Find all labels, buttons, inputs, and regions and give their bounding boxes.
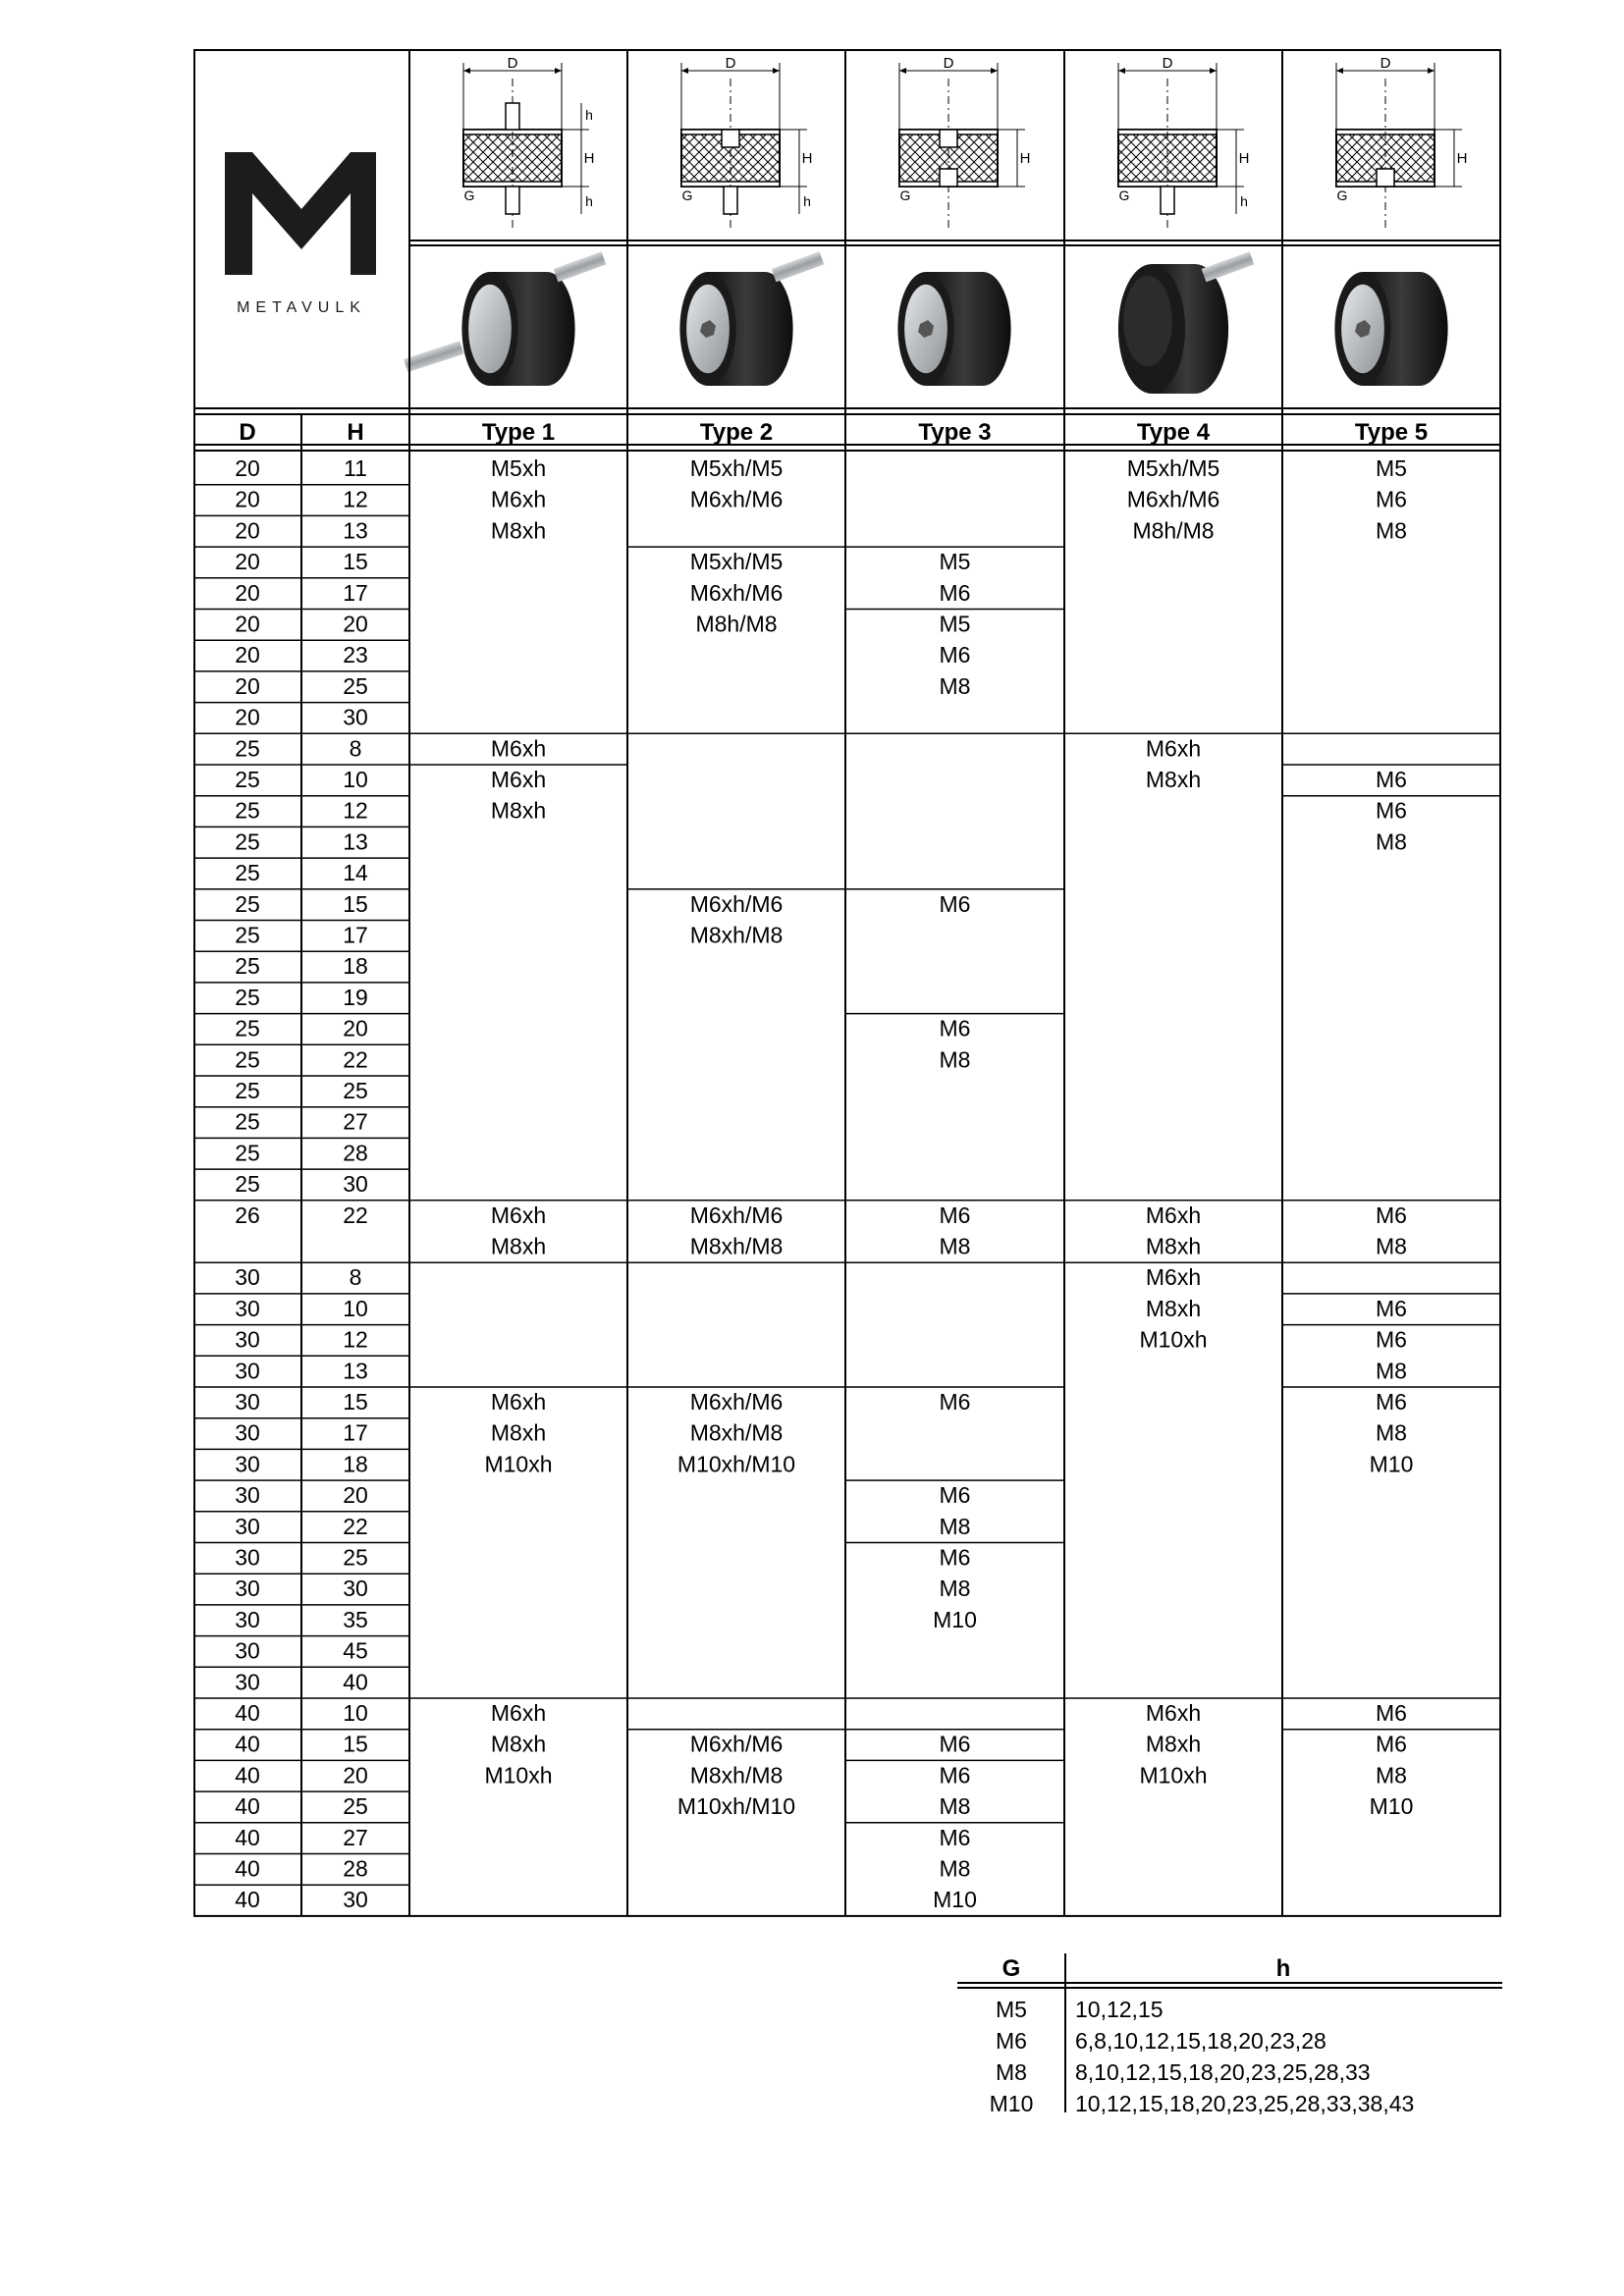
row-d-value: 25 [235,797,260,824]
type-5-value: M6 [1376,1326,1407,1353]
thread-h-value: 6,8,10,12,15,18,20,23,28 [1075,2028,1326,2054]
type-1-value: M6xh [490,1700,547,1726]
type-5-value: M6 [1376,767,1407,792]
row-d-value: 30 [235,1389,260,1415]
row-d-value: 25 [235,953,260,980]
diagram-h-label: H [1238,150,1250,167]
row-h-value: 15 [343,1389,368,1415]
type-3-diagram [899,55,1030,231]
column-header-1: D [239,419,256,446]
brand-name: METAVULK [237,299,366,316]
type-1-value: M6xh [490,735,547,762]
row-d-value: 40 [235,1887,260,1913]
row-h-value: 18 [343,953,368,980]
row-h-value: 19 [343,984,368,1010]
type-5-value: M6 [1376,1295,1407,1321]
row-d-value: 25 [235,767,260,792]
type-3-value: M10 [933,1606,977,1632]
product-table [193,49,1502,1918]
type-3-value: M6 [939,1389,971,1415]
diagram-d-label: D [1162,55,1173,72]
type-4-value: M10xh [1139,1326,1208,1353]
row-d-value: 20 [235,455,260,481]
type-2-value: M8xh/M8 [689,1762,784,1789]
type-5-value: M10 [1369,1451,1414,1477]
type-4-value: M8h/M8 [1132,517,1215,544]
row-d-value: 30 [235,1419,260,1446]
row-d-value: 25 [235,1108,260,1135]
type-2-value: M6xh/M6 [689,486,784,512]
type-3-value: M6 [939,1824,971,1850]
type-5-value: M6 [1376,797,1407,824]
type-2-value: M6xh/M6 [689,890,784,917]
row-d-value: 40 [235,1824,260,1850]
row-h-value: 23 [343,642,368,668]
type-5-value: M6 [1376,1201,1407,1228]
diagram-d-label: D [725,55,736,72]
type-5-diagram [1336,55,1467,231]
column-header-2: H [347,419,364,446]
row-d-value: 25 [235,1078,260,1103]
type-1-value: M8xh [490,517,547,544]
thread-g-value: M10 [989,2091,1034,2116]
type-5-value: M8 [1376,1233,1407,1259]
type-2-value: M10xh/M10 [677,1451,796,1477]
row-h-value: 28 [343,1140,368,1166]
row-h-value: 10 [343,1700,368,1726]
product-table-svg [193,49,1502,1918]
row-d-value: 30 [235,1482,260,1509]
column-header-3: Type 1 [481,419,556,446]
row-d-value: 20 [235,579,260,606]
table-header-row [239,419,1428,446]
type-4-value: M6xh/M6 [1126,486,1220,512]
row-h-value: 12 [343,797,368,824]
row-h-value: 20 [343,1015,368,1041]
type-1-value: M10xh [484,1451,553,1477]
row-h-value: 25 [343,672,368,699]
type-3-value: M8 [939,672,971,699]
row-h-value: 8 [349,1264,362,1291]
row-h-value: 35 [343,1606,368,1632]
row-d-value: 25 [235,1140,260,1166]
type-diagrams [463,55,1467,231]
row-h-value: 22 [343,1201,368,1228]
type-3-value: M6 [939,1544,971,1571]
type-5-value: M8 [1376,1358,1407,1384]
row-h-value: 18 [343,1451,368,1477]
row-h-value: 25 [343,1078,368,1103]
type-2-diagram [681,55,812,231]
type-4-value: M6xh [1145,1201,1202,1228]
type-5-value: M8 [1376,517,1407,544]
column-header-5: Type 3 [918,419,992,446]
type-4-value: M6xh [1145,1700,1202,1726]
type-5-value: M8 [1376,1762,1407,1789]
type-2-value: M8xh/M8 [689,1233,784,1259]
thread-length-table [957,1953,1502,2120]
row-d-value: 25 [235,1171,260,1198]
row-d-value: 40 [235,1855,260,1882]
type-3-value: M6 [939,1762,971,1789]
type-4-value: M10xh [1139,1762,1208,1789]
type-5-value: M10 [1369,1793,1414,1820]
diagram-d-label: D [507,55,518,72]
row-d-value: 30 [235,1637,260,1664]
row-h-value: 30 [343,704,368,730]
type-3-value: M5 [939,549,971,575]
type-4-value: M5xh/M5 [1126,455,1220,481]
type-2-value: M6xh/M6 [689,579,784,606]
type-3-value: M6 [939,642,971,668]
type-3-value: M8 [939,1513,971,1539]
type-4-photo [1118,251,1254,394]
row-d-value: 30 [235,1451,260,1477]
row-h-value: 45 [343,1637,368,1664]
thread-h-value: 8,10,12,15,18,20,23,25,28,33 [1075,2059,1371,2085]
row-d-value: 30 [235,1606,260,1632]
type-2-value: M6xh/M6 [689,1201,784,1228]
diagram-g-label: G [1336,187,1348,203]
type-1-value: M6xh [490,1389,547,1415]
type-3-value: M8 [939,1793,971,1820]
row-h-value: 27 [343,1824,368,1850]
diagram-g-label: G [463,187,475,203]
row-d-value: 30 [235,1326,260,1353]
type-2-value: M6xh/M6 [689,1731,784,1757]
type-5-photo [1334,272,1447,386]
row-d-value: 25 [235,1015,260,1041]
type-1-value: M5xh [490,455,547,481]
column-header-4: Type 2 [699,419,774,446]
row-d-value: 30 [235,1544,260,1571]
row-h-value: 14 [343,860,368,886]
row-h-value: 20 [343,611,368,637]
row-d-value: 20 [235,611,260,637]
row-h-value: 20 [343,1482,368,1509]
row-h-value: 13 [343,517,368,544]
row-h-value: 22 [343,1513,368,1539]
row-d-value: 30 [235,1513,260,1539]
diagram-stud-label: h [1240,193,1248,209]
row-h-value: 15 [343,549,368,575]
thread-h-value: 10,12,15 [1075,1997,1164,2022]
row-h-value: 13 [343,828,368,855]
row-h-value: 15 [343,1731,368,1757]
row-d-value: 25 [235,1046,260,1073]
type-4-value: M8xh [1145,1731,1202,1757]
row-h-value: 11 [344,455,367,481]
type-3-photo [897,272,1010,386]
thread-table-g-header: G [1001,1955,1021,1982]
row-d-value: 25 [235,922,260,948]
row-d-value: 30 [235,1295,260,1321]
row-h-value: 30 [343,1887,368,1913]
type-3-value: M6 [939,579,971,606]
diagram-h-label: H [1019,150,1031,167]
row-h-value: 17 [343,1419,368,1446]
thread-g-value: M5 [996,1997,1027,2022]
table-grid [193,49,1500,1916]
row-d-value: 20 [235,517,260,544]
type-2-value: M8h/M8 [695,611,778,637]
row-d-value: 20 [235,704,260,730]
thread-g-value: M8 [996,2059,1027,2085]
type-3-value: M8 [939,1046,971,1073]
type-1-value: M6xh [490,767,547,792]
row-d-value: 25 [235,860,260,886]
row-h-value: 17 [343,579,368,606]
diagram-g-label: G [899,187,911,203]
column-header-7: Type 5 [1354,419,1429,446]
diagram-h-label: H [801,150,813,167]
type-2-value: M5xh/M5 [689,455,784,481]
row-h-value: 27 [343,1108,368,1135]
row-d-value: 30 [235,1669,260,1695]
type-5-value: M8 [1376,1419,1407,1446]
type-3-value: M6 [939,1201,971,1228]
row-h-value: 22 [343,1046,368,1073]
row-d-value: 40 [235,1700,260,1726]
row-d-value: 30 [235,1358,260,1384]
column-header-6: Type 4 [1136,419,1211,446]
type-5-value: M6 [1376,1389,1407,1415]
type-3-value: M6 [939,1482,971,1509]
type-2-value: M5xh/M5 [689,549,784,575]
diagram-h-label: H [583,150,595,167]
type-5-value: M8 [1376,828,1407,855]
type-1-value: M6xh [490,1201,547,1228]
type-5-value: M6 [1376,1700,1407,1726]
type-1-photo [404,251,606,386]
type-1-value: M8xh [490,1233,547,1259]
type-4-value: M6xh [1145,1264,1202,1291]
type-2-value: M10xh/M10 [677,1793,796,1820]
type-5-value: M5 [1376,455,1407,481]
row-d-value: 20 [235,486,260,512]
row-d-value: 26 [235,1201,260,1228]
row-h-value: 12 [343,1326,368,1353]
type-1-value: M6xh [490,486,547,512]
thread-table-h-header: h [1275,1955,1291,1982]
table-body [235,455,1413,1912]
diagram-g-label: G [681,187,693,203]
type-3-value: M8 [939,1855,971,1882]
diagram-stud-label: h [585,193,593,209]
type-3-value: M10 [933,1887,977,1913]
row-d-value: 25 [235,890,260,917]
type-3-value: M8 [939,1575,971,1602]
row-h-value: 8 [349,735,362,762]
row-d-value: 30 [235,1575,260,1602]
diagram-d-label: D [943,55,954,72]
row-h-value: 30 [343,1575,368,1602]
diagram-h-label: H [1456,150,1468,167]
row-d-value: 20 [235,672,260,699]
row-d-value: 20 [235,642,260,668]
row-d-value: 20 [235,549,260,575]
row-d-value: 40 [235,1731,260,1757]
type-1-value: M8xh [490,1419,547,1446]
row-d-value: 25 [235,735,260,762]
type-5-value: M6 [1376,1731,1407,1757]
row-h-value: 40 [343,1669,368,1695]
type-1-value: M8xh [490,797,547,824]
row-d-value: 25 [235,828,260,855]
row-h-value: 10 [343,767,368,792]
type-3-value: M8 [939,1233,971,1259]
thread-length-svg [957,1953,1502,2120]
row-h-value: 20 [343,1762,368,1789]
row-d-value: 40 [235,1793,260,1820]
type-3-value: M6 [939,1731,971,1757]
type-2-value: M6xh/M6 [689,1389,784,1415]
row-h-value: 15 [343,890,368,917]
row-h-value: 17 [343,922,368,948]
row-h-value: 30 [343,1171,368,1198]
type-4-value: M8xh [1145,1233,1202,1259]
row-h-value: 10 [343,1295,368,1321]
type-1-value: M8xh [490,1731,547,1757]
diagram-stud-label: h [803,193,811,209]
row-d-value: 30 [235,1264,260,1291]
type-3-value: M6 [939,890,971,917]
type-1-value: M10xh [484,1762,553,1789]
row-d-value: 25 [235,984,260,1010]
type-2-value: M8xh/M8 [689,922,784,948]
type-4-value: M6xh [1145,735,1202,762]
thread-g-value: M6 [996,2028,1027,2054]
row-h-value: 25 [343,1544,368,1571]
type-4-value: M8xh [1145,1295,1202,1321]
row-h-value: 25 [343,1793,368,1820]
row-d-value: 40 [235,1762,260,1789]
diagram-g-label: G [1118,187,1130,203]
row-h-value: 12 [343,486,368,512]
type-2-photo [679,251,824,386]
type-4-value: M8xh [1145,767,1202,792]
diagram-stud-label: h [585,107,593,123]
metavulk-logo-icon [225,152,376,316]
thread-h-value: 10,12,15,18,20,23,25,28,33,38,43 [1075,2091,1415,2116]
row-h-value: 28 [343,1855,368,1882]
diagram-d-label: D [1380,55,1391,72]
type-3-value: M6 [939,1015,971,1041]
type-2-value: M8xh/M8 [689,1419,784,1446]
type-1-diagram [463,55,594,231]
type-photos [404,251,1448,394]
type-3-value: M5 [939,611,971,637]
row-h-value: 13 [343,1358,368,1384]
type-5-value: M6 [1376,486,1407,512]
type-4-diagram [1118,55,1249,231]
